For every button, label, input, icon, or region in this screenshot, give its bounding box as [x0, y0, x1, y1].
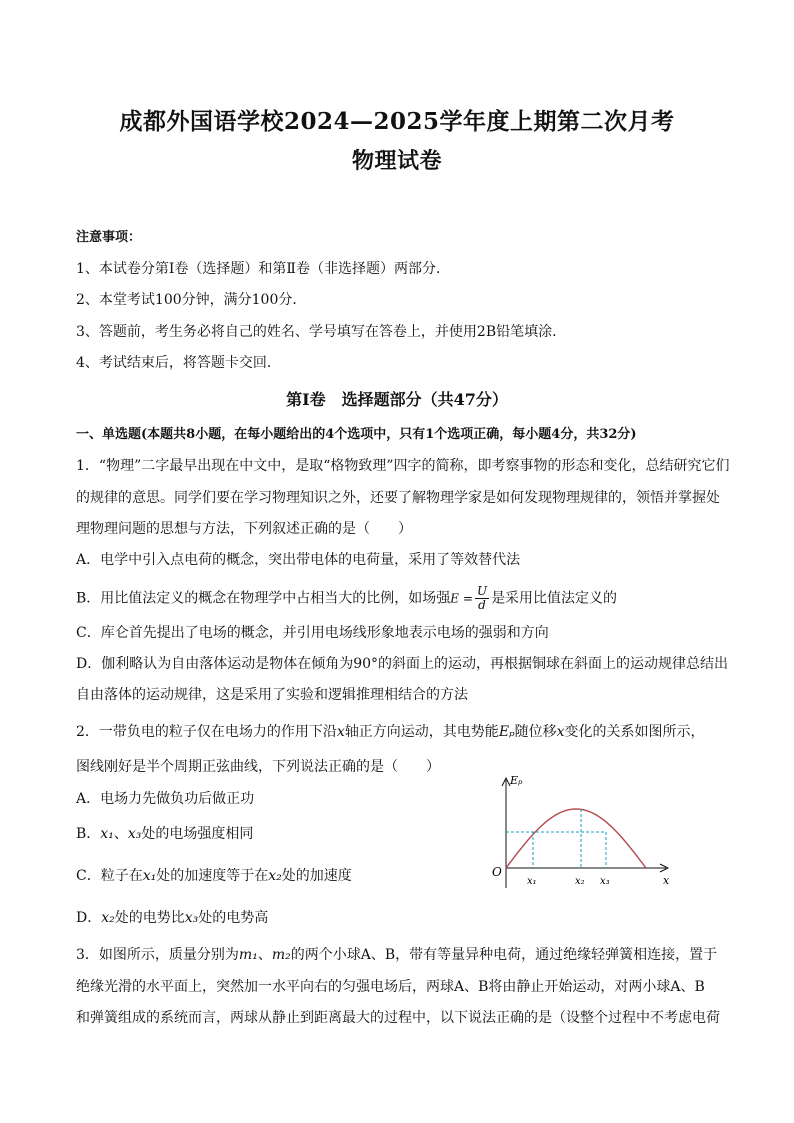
- q2-option-b-prefix: B．: [76, 826, 101, 842]
- graph-tick-x2: x₂: [575, 876, 585, 887]
- q1-option-b: [76, 585, 617, 612]
- q2-option-b-x3: x₃: [127, 826, 142, 842]
- q3-mass-m1: m₁: [238, 947, 258, 963]
- q1-option-b-tail: 是采用比值法定义的: [491, 590, 618, 607]
- section-title: 第Ⅰ卷 选择题部分（共47分）: [286, 390, 508, 409]
- q1-option-b-text: B．用比值法定义的概念在物理学中占相当大的比例，如场强: [76, 590, 451, 607]
- graph-y-label: Eₚ: [510, 774, 523, 787]
- q2-option-c-prefix: C．粒子在: [76, 868, 143, 884]
- q1-formula-numerator: U: [476, 584, 488, 598]
- q1-stem-line-1: 1．“物理”二字最早出现在中文中，是取“格物致理”四字的简称，即考察事物的形态和变化，总结研究它们: [76, 458, 730, 474]
- q2-option-a: A．电场力先做负功后做正功: [76, 791, 255, 807]
- q3-stem-line-1: [76, 946, 717, 964]
- q2-stem-text-1: 2．一带负电的粒子仅在电场力的作用下沿: [76, 724, 337, 740]
- q2-option-d-x2: x₂: [101, 910, 115, 926]
- q2-stem-text-4: 变化的关系如图所示，: [564, 724, 705, 740]
- q2-var-x-2: x: [556, 724, 565, 740]
- q2-stem-line-1: [76, 723, 705, 741]
- q1-formula-denominator: d: [478, 598, 486, 612]
- q1-stem-line-2: 的规律的意思。同学们要在学习物理知识之外，还要了解物理学家是如何发现物理规律的，领悟并掌握处: [76, 490, 720, 506]
- q2-option-d-mid: 处的电势比: [114, 910, 185, 926]
- q2-option-d: D．x₂处的电势比x₃处的电势高: [76, 910, 269, 926]
- q2-option-b-x1: x₁: [100, 826, 114, 842]
- q1-option-a: A．电学中引入点电荷的概念，突出带电体的电荷量，采用了等效替代法: [76, 552, 521, 568]
- q3-stem-line-2: 绝缘光滑的水平面上，突然加一水平向右的匀强电场后，两球A、B将由静止开始运动，对两小球A、B: [76, 979, 705, 995]
- notice-item-3: 3、答题前，考生务必将自己的姓名、学号填写在答卷上，并使用2B铅笔填涂．: [76, 324, 567, 340]
- q3-stem-text-2: 的两个小球A、B，带有等量异种电荷，通过绝缘轻弹簧相连接，置于: [290, 947, 718, 963]
- q2-potential-energy-graph: [488, 772, 678, 896]
- q1-formula-lhs: E =: [450, 591, 473, 606]
- q2-option-d-x3: x₃: [184, 910, 199, 926]
- notice-item-2: 2、本堂考试100分钟，满分100分．: [76, 292, 307, 308]
- notice-item-4: 4、考试结束后，将答题卡交回．: [76, 355, 281, 371]
- q3-stem-text-1: 3．如图所示，质量分别为: [76, 947, 239, 963]
- graph-origin-label: O: [492, 865, 502, 879]
- q1-stem-line-3: 理物理问题的思想与方法，下列叙述正确的是（ ）: [76, 521, 412, 537]
- q2-option-c: [76, 867, 352, 885]
- q3-stem-sep: 、: [257, 947, 272, 963]
- graph-energy-curve: [506, 809, 646, 868]
- q2-stem-text-3: 随位移: [514, 724, 557, 740]
- graph-x-label: x: [663, 874, 670, 887]
- q2-option-b: [76, 825, 253, 843]
- q2-var-x: x: [336, 724, 345, 740]
- q2-option-c-mid: 处的加速度等于在: [156, 868, 269, 884]
- q2-stem-text-2: 轴正方向运动，其电势能: [344, 724, 499, 740]
- notice-item-1: 1、本试卷分第Ⅰ卷（选择题）和第Ⅱ卷（非选择题）两部分．: [76, 261, 450, 277]
- part-heading: 一、单选题(本题共8小题，在每小题给出的4个选项中，只有1个选项正确，每小题4分，共32分): [76, 427, 637, 442]
- q2-option-d-tail: 处的电势高: [198, 910, 269, 926]
- q1-option-d-line-1: D．伽利略认为自由落体运动是物体在倾角为90°的斜面上的运动，再根据铜球在斜面上的运动规律总结出: [76, 656, 729, 672]
- notice-heading: 注意事项：: [76, 230, 142, 245]
- graph-tick-x3: x₃: [600, 876, 610, 887]
- q1-option-c: C．库仑首先提出了电场的概念，并引用电场线形象地表示电场的强弱和方向: [76, 625, 549, 641]
- q3-mass-m2: m₂: [271, 947, 291, 963]
- q1-option-d-line-2: 自由落体的运动规律，这是采用了实验和逻辑推理相结合的方法: [76, 687, 468, 703]
- exam-title: 成都外国语学校2024—2025学年度上期第二次月考: [119, 108, 675, 135]
- q2-option-b-tail: 处的电场强度相同: [141, 826, 254, 842]
- graph-tick-x1: x₁: [527, 876, 537, 887]
- q2-option-b-sep: 、: [113, 826, 128, 842]
- q2-option-c-x2: x₂: [268, 868, 282, 884]
- q1-formula-fraction: [475, 585, 489, 612]
- q2-var-ep: Eₚ: [498, 724, 515, 740]
- q2-option-c-tail: 处的加速度: [281, 868, 352, 884]
- q2-stem-line-2: 图线刚好是半个周期正弦曲线，下列说法正确的是（ ）: [76, 759, 440, 775]
- q2-option-c-x1: x₁: [142, 868, 157, 884]
- exam-subject: 物理试卷: [351, 148, 442, 174]
- q3-stem-line-3: 和弹簧组成的系统而言，两球从静止到距离最大的过程中，以下说法正确的是（设整个过程中不考虑电荷: [76, 1010, 720, 1026]
